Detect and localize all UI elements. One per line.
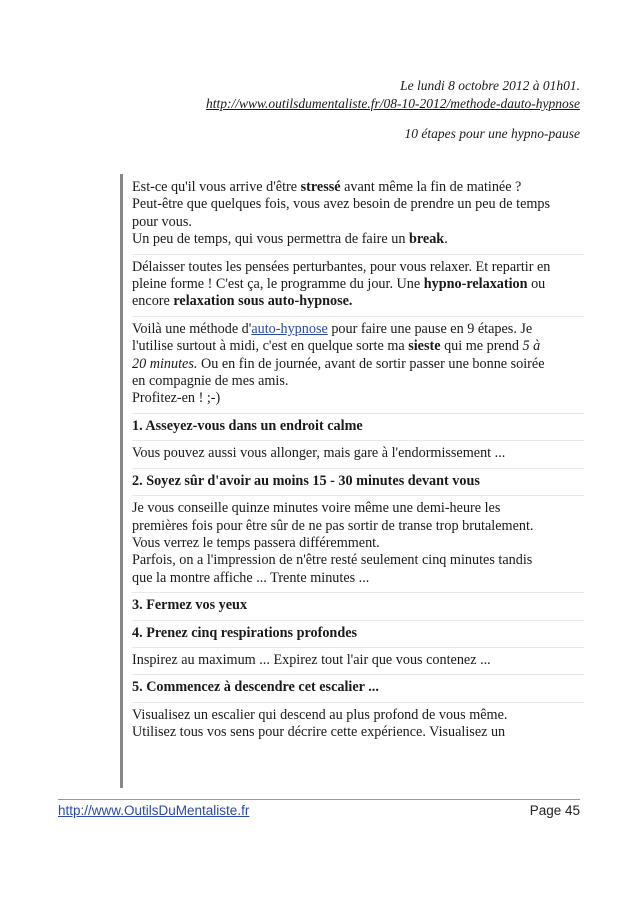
text-line: Je vous conseille quinze minutes voire même une demi-heure les xyxy=(132,500,501,517)
text-line: Vous verrez le temps passera différemment. xyxy=(132,534,380,551)
step-heading: 1. Asseyez-vous dans un endroit calme xyxy=(132,417,363,434)
footer-divider xyxy=(58,799,580,800)
text-line: premières fois pour être sûr de ne pas sortir de transe trop brutalement. xyxy=(132,517,534,534)
step-4-title xyxy=(132,621,584,648)
text-line: en compagnie de mes amis. xyxy=(132,373,289,390)
step-5-title xyxy=(132,675,584,702)
bold-text: relaxation sous auto-hypnose. xyxy=(173,293,353,310)
text-line: Visualisez un escalier qui descend au plus profond de vous même. xyxy=(132,706,508,723)
text: Ou en fin de journée, avant de sortir passer une bonne soirée xyxy=(197,355,545,372)
paragraph-intro xyxy=(132,175,584,255)
text: Est-ce qu'il vous arrive d'être xyxy=(132,179,301,195)
header-date: Le lundi 8 octobre 2012 à 01h01. xyxy=(400,78,580,93)
text: l'utilise surtout à midi, c'est en quelque sorte ma xyxy=(132,338,409,355)
header-url-link[interactable]: http://www.outilsdumentaliste.fr/08-10-2012/methode-dauto-hypnose xyxy=(206,96,580,111)
text: Voilà une méthode d' xyxy=(132,320,252,337)
step-3-title xyxy=(132,593,584,620)
italic-text: 5 à xyxy=(522,338,541,355)
step-2-title xyxy=(132,469,584,496)
text-line: Délaisser toutes les pensées perturbantes, pour vous relaxer. Et repartir en xyxy=(132,258,551,275)
step-1-title xyxy=(132,414,584,441)
bold-text: sieste xyxy=(408,338,441,355)
step-heading: 4. Prenez cinq respirations profondes xyxy=(132,624,358,641)
bold-text: break xyxy=(408,231,445,248)
auto-hypnose-link[interactable]: auto-hypnose xyxy=(251,320,328,337)
text: encore xyxy=(132,293,174,310)
page-number: Page 45 xyxy=(529,803,580,818)
text-line: Utilisez tous vos sens pour décrire cette expérience. Visualisez un xyxy=(132,724,506,741)
bold-text: hypno-relaxation xyxy=(423,276,528,293)
italic-text: 20 minutes. xyxy=(132,355,198,372)
bold-text: stressé xyxy=(300,179,341,195)
text: avant même la fin de matinée ? xyxy=(340,179,522,195)
text-line: pour vous. xyxy=(132,213,192,230)
step-4-text xyxy=(132,648,584,675)
header-title: 10 étapes pour une hypno-pause xyxy=(404,126,580,141)
text: . xyxy=(444,231,448,248)
text: ou xyxy=(527,276,546,293)
step-heading: 3. Fermez vos yeux xyxy=(132,597,248,614)
text-line: Peut-être que quelques fois, vous avez besoin de prendre un peu de temps xyxy=(132,196,551,213)
text: Un peu de temps, qui vous permettra de faire un xyxy=(132,231,409,248)
step-heading: 2. Soyez sûr d'avoir au moins 15 - 30 minutes devant vous xyxy=(132,472,480,489)
text-line: Profitez-en ! ;-) xyxy=(132,390,221,407)
text-line: Vous pouvez aussi vous allonger, mais gare à l'endormissement ... xyxy=(132,445,506,462)
step-2-text xyxy=(132,496,584,593)
step-5-text xyxy=(132,703,584,747)
paragraph-relax xyxy=(132,255,584,317)
article-body xyxy=(132,175,584,747)
quote-bar xyxy=(120,174,123,788)
text: pleine forme ! C'est ça, le programme du jour. Une xyxy=(132,276,424,293)
paragraph-method xyxy=(132,317,584,414)
text: pour faire une pause en 9 étapes. Je xyxy=(327,320,533,337)
text-line: Inspirez au maximum ... Expirez tout l'air que vous contenez ... xyxy=(132,651,491,668)
step-heading: 5. Commencez à descendre cet escalier ... xyxy=(132,679,379,696)
text-line: Parfois, on a l'impression de n'être resté seulement cinq minutes tandis xyxy=(132,552,533,569)
text-line: que la montre affiche ... Trente minutes ... xyxy=(132,569,370,586)
text: qui me prend xyxy=(440,338,523,355)
footer-site-link[interactable]: http://www.OutilsDuMentaliste.fr xyxy=(58,803,250,818)
step-1-text xyxy=(132,441,584,468)
